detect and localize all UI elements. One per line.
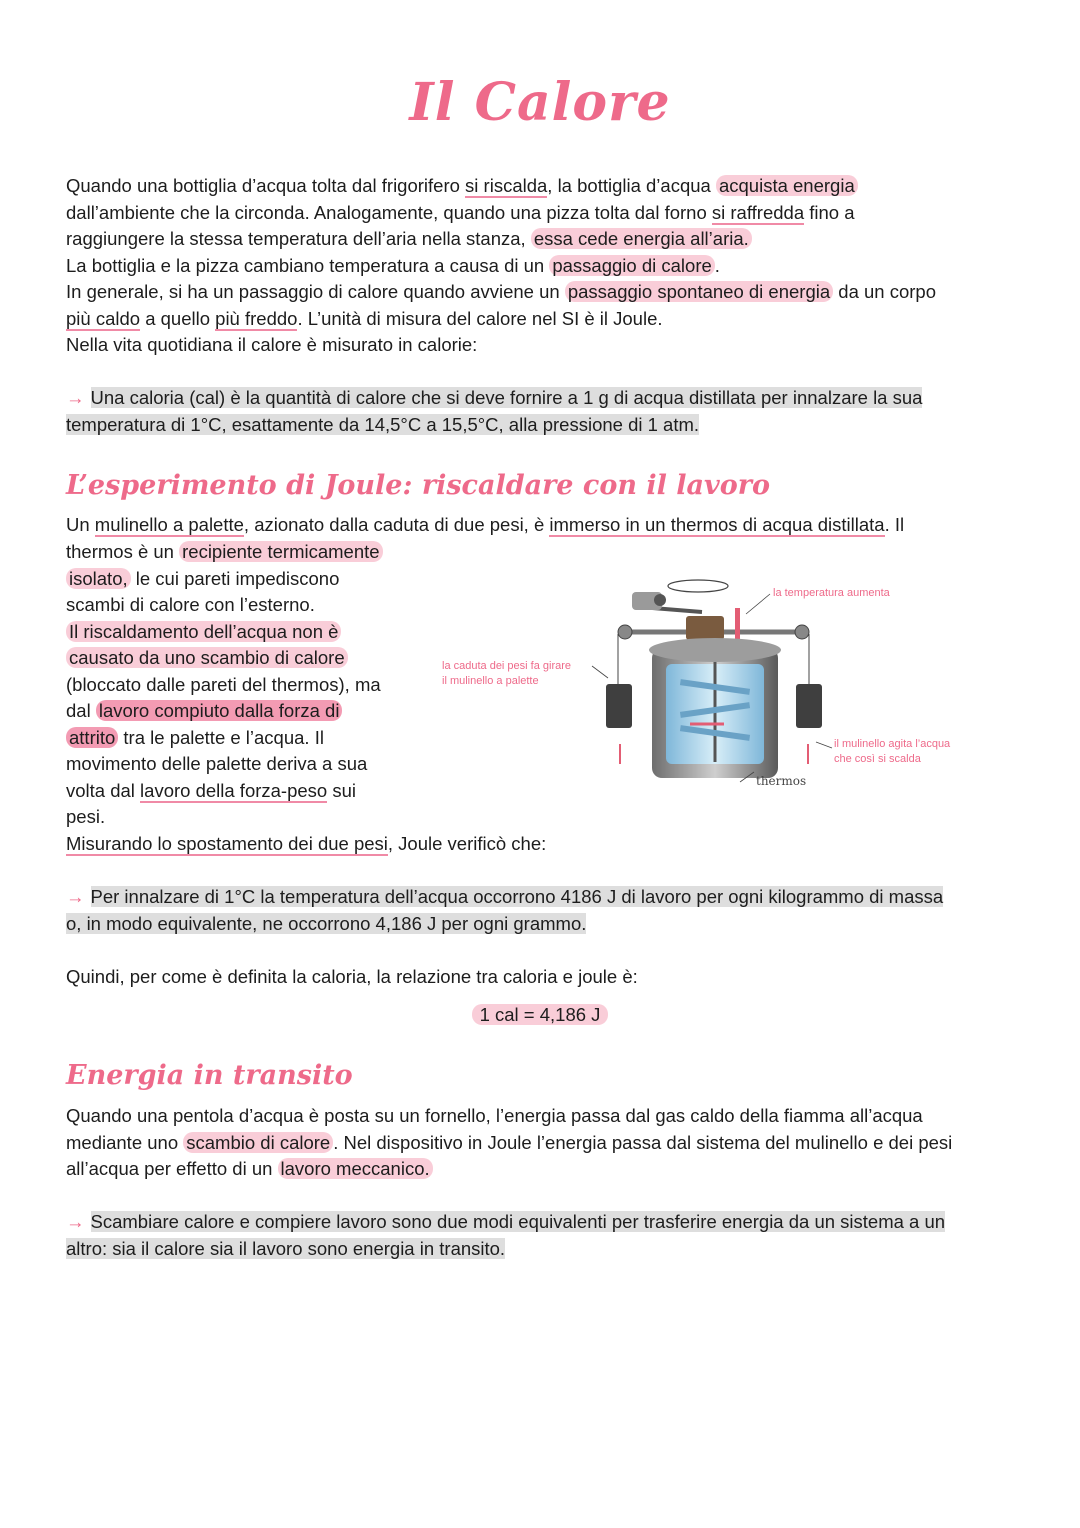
figure-label-weights-1: la caduta dei pesi fa girare [442, 660, 572, 672]
intro-paragraph [66, 173, 936, 359]
highlight-span: attrito [66, 727, 118, 748]
highlight-span: Il riscaldamento dell’acqua non è [66, 621, 341, 642]
text-span: tra le palette e l’acqua. Il [118, 726, 324, 748]
highlight-span: recipiente termicamente [179, 541, 382, 562]
text-span: Nella vita quotidiana il calore è misurato in calorie: [66, 334, 478, 355]
text-span: , la bottiglia d’acqua [547, 175, 716, 196]
underlined-span: immerso in un thermos di acqua distillata [549, 514, 885, 535]
box-line [66, 1236, 945, 1263]
text-span: La bottiglia e la pizza cambiano temperatura a causa di un [66, 254, 550, 276]
underlined-span: si riscalda [465, 175, 548, 196]
underlined-span: mulinello a palette [94, 514, 244, 535]
highlight-span: essa cede energia all’aria. [531, 228, 752, 249]
transit-line [66, 1156, 952, 1183]
box-line [66, 884, 943, 911]
text-span: le cui pareti impediscono [130, 567, 340, 589]
section-heading-joule: L’esperimento di Joule: riscaldare con il lavoro [66, 470, 770, 501]
col-line [66, 831, 546, 858]
formula: 1 cal = 4,186 J [472, 1004, 609, 1025]
figure-label-temperature: la temperatura aumenta [773, 587, 890, 599]
intro-line-5 [66, 279, 936, 306]
col-line [66, 539, 546, 566]
definition-box-joule [66, 884, 943, 937]
box-line [66, 911, 943, 938]
boxed-text: altro: sia il calore sia il lavoro sono energia in transito. [66, 1237, 506, 1259]
figure-label-stir-1: il mulinello agita l’acqua [834, 738, 951, 750]
underlined-span: si raffredda [711, 201, 805, 223]
text-span: . L’unità di misura del calore nel SI è il Joule. [297, 307, 663, 329]
intro-line-7 [66, 332, 936, 359]
text-span: dal [66, 700, 96, 721]
page-title: Il Calore [409, 72, 671, 133]
text-span: . Nel dispositivo in Joule l’energia passa dal sistema del mulinello e dei pesi [333, 1131, 953, 1153]
text-span: , Joule verificò che: [387, 832, 547, 854]
text-span: da un corpo [833, 281, 936, 302]
text-span: Quando una bottiglia d’acqua tolta dal frigorifero [66, 175, 466, 196]
highlight-span: isolato, [66, 568, 131, 589]
text-span: pesi. [66, 806, 106, 827]
transit-paragraph [66, 1103, 952, 1183]
box-line [66, 1209, 945, 1236]
boxed-text: Una caloria (cal) è la quantità di calore che si deve fornire a 1 g di acqua distillata per innalzare la sua [90, 387, 923, 408]
text-span: In generale, si ha un passaggio di calore quando avviene un [66, 281, 565, 302]
box-line [66, 385, 922, 412]
definition-box-transit [66, 1209, 945, 1262]
figure-label-weights-2: il mulinello a palette [442, 675, 539, 687]
highlight-span: lavoro compiuto dalla forza di [96, 700, 343, 721]
text-span: mediante uno [66, 1131, 184, 1153]
highlight-span: lavoro meccanico. [278, 1158, 433, 1179]
intro-line-6 [66, 306, 936, 333]
text-span: . Il [884, 514, 905, 535]
text-span: thermos è un [66, 541, 180, 562]
highlight-span: passaggio di calore [549, 255, 714, 276]
highlight-span: scambio di calore [183, 1132, 333, 1153]
underlined-span: lavoro della forza-peso [140, 779, 328, 801]
intro-line-2 [66, 200, 936, 227]
highlight-span: causato da uno scambio di calore [66, 647, 348, 668]
underlined-span: più freddo [215, 307, 298, 329]
figure-label-stir-2: che così si scalda [834, 753, 921, 765]
arrow-icon: → [66, 886, 85, 907]
boxed-text: Per innalzare di 1°C la temperatura dell’acqua occorrono 4186 J di lavoro per ogni kilogrammo di massa [90, 886, 944, 907]
transit-line [66, 1130, 952, 1157]
joule-apparatus-figure [440, 572, 1000, 802]
intro-line-3 [66, 226, 936, 253]
formula-row [0, 1002, 1080, 1029]
text-span: Un [66, 514, 95, 535]
intro-line-4 [66, 253, 936, 280]
transit-line [66, 1103, 952, 1130]
section-heading-transit: Energia in transito [66, 1060, 353, 1091]
text-span: raggiungere la stessa temperatura dell’aria nella stanza, [66, 228, 531, 249]
boxed-text: temperatura di 1°C, esattamente da 14,5°C a 15,5°C, alla pressione di 1 atm. [66, 413, 700, 435]
figure-label-thermos: thermos [756, 774, 807, 788]
text-span: movimento delle palette deriva a sua [66, 753, 368, 774]
underlined-span: Misurando lo spostamento dei due pesi [66, 832, 388, 854]
arrow-icon: → [66, 1211, 85, 1232]
text-span: (bloccato dalle pareti del thermos), ma [66, 673, 381, 695]
text-span: scambi di calore con l’esterno. [66, 594, 315, 615]
boxed-text: Scambiare calore e compiere lavoro sono due modi equivalenti per trasferire energia da un sistema a un [90, 1211, 946, 1232]
arrow-icon: → [66, 387, 85, 408]
text-span: dall’ambiente che la circonda. Analogamente, quando una pizza tolta dal forno [66, 201, 712, 223]
text-span: Quando una pentola d’acqua è posta su un fornello, l’energia passa dal gas caldo della fiamma all’acqua [66, 1105, 923, 1126]
boxed-text: o, in modo equivalente, ne occorrono 4,186 J per ogni grammo. [66, 912, 587, 934]
joule-line-1 [66, 512, 904, 539]
highlight-span: acquista energia [716, 175, 858, 196]
definition-box-calorie [66, 385, 922, 438]
underlined-span: più caldo [66, 307, 141, 329]
text-span: volta dal [66, 779, 141, 801]
text-span: a quello [140, 307, 216, 329]
col-line [66, 804, 546, 831]
text-span: fino a [804, 201, 855, 223]
text-span: . [714, 254, 720, 276]
intro-line-1 [66, 173, 936, 200]
highlight-span: passaggio spontaneo di energia [565, 281, 833, 302]
box-line [66, 412, 922, 439]
text-span: sui [327, 779, 357, 801]
text-span: , azionato dalla caduta di due pesi, è [243, 514, 550, 535]
text-span: all’acqua per effetto di un [66, 1158, 278, 1179]
relation-intro: Quindi, per come è definita la caloria, la relazione tra caloria e joule è: [66, 966, 638, 987]
